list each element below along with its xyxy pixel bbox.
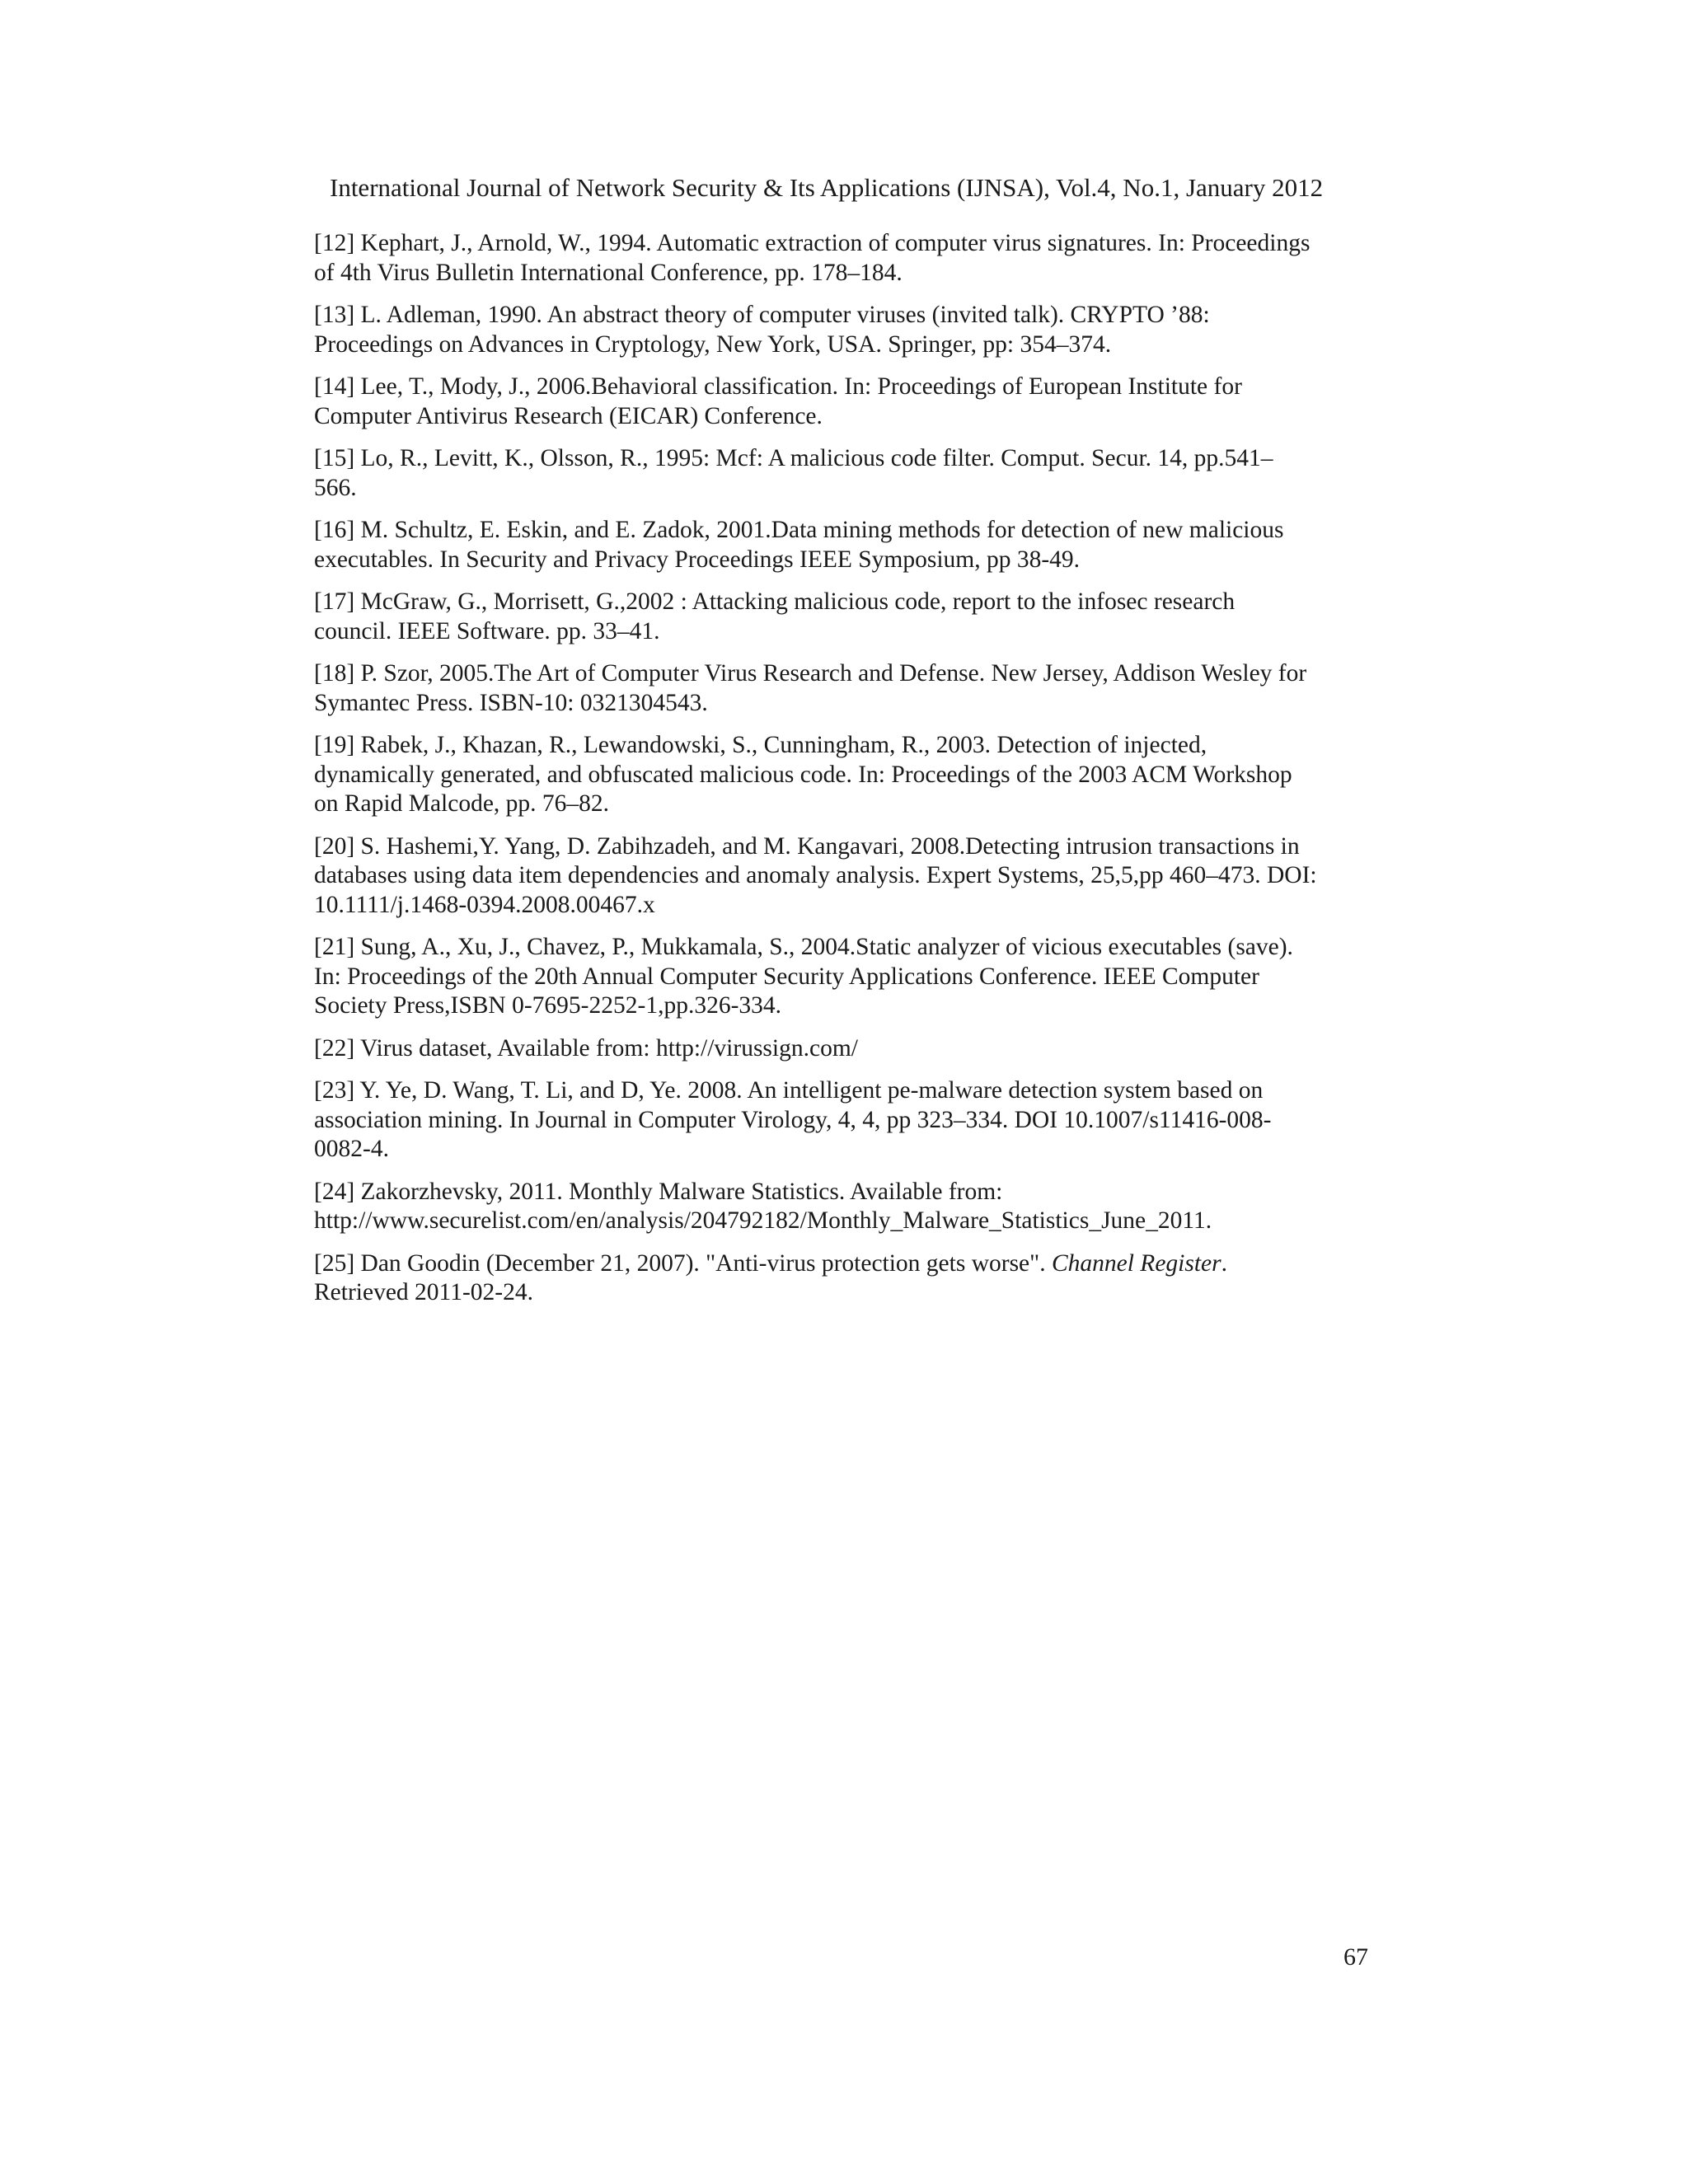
reference-14: [14] Lee, T., Mody, J., 2006.Behavioral classification. In: Proceedings of European Institute for Computer Antivirus Research (EICAR) Conference. bbox=[314, 373, 1242, 429]
reference-21: [21] Sung, A., Xu, J., Chavez, P., Mukkamala, S., 2004.Static analyzer of vicious executables (save). In: Proceedings of the 20th Annual Computer Security Applications Conference. IEEE Computer Society Press,ISBN 0-7695-2252-1,pp.326-334. bbox=[314, 934, 1293, 1019]
reference-12: [12] Kephart, J., Arnold, W., 1994. Automatic extraction of computer virus signatures. In: Proceedings of 4th Virus Bulletin International Conference, pp. 178–184. bbox=[314, 230, 1311, 286]
reference-24: [24] Zakorzhevsky, 2011. Monthly Malware Statistics. Available from: http://www.securelist.com/en/analysis/204792182/Monthly_Malware_Statistics_June_2011. bbox=[314, 1178, 1212, 1234]
reference-18: [18] P. Szor, 2005.The Art of Computer Virus Research and Defense. New Jersey, Addison Wesley for Symantec Press. ISBN-10: 0321304543. bbox=[314, 660, 1307, 716]
reference-16: [16] M. Schultz, E. Eskin, and E. Zadok, 2001.Data mining methods for detection of new malicious executables. In Security and Privacy Proceedings IEEE Symposium, pp 38-49. bbox=[314, 517, 1284, 573]
reference-22: [22] Virus dataset, Available from: http://virussign.com/ bbox=[314, 1034, 858, 1062]
reference-15: [15] Lo, R., Levitt, K., Olsson, R., 1995: Mcf: A malicious code filter. Comput. Secur. 14, pp.541– 566. bbox=[314, 445, 1273, 501]
reference-25-source-title: Channel Register bbox=[1051, 1249, 1221, 1277]
reference-23: [23] Y. Ye, D. Wang, T. Li, and D, Ye. 2008. An intelligent pe-malware detection system based on association mining. In Journal in Computer Virology, 4, 4, pp 323–334. DOI 10.1007/s11416-008- 0082-4. bbox=[314, 1077, 1272, 1162]
reference-13: [13] L. Adleman, 1990. An abstract theory of computer viruses (invited talk). CRYPTO ’88: Proceedings on Advances in Cryptology, New York, USA. Springer, pp: 354–374. bbox=[314, 302, 1210, 358]
page-number: 67 bbox=[1343, 1943, 1368, 1971]
reference-19: [19] Rabek, J., Khazan, R., Lewandowski, S., Cunningham, R., 2003. Detection of injected, dynamically generated, and obfuscated malicious code. In: Proceedings of the 2003 ACM Workshop on Rapid Malcode, pp. 76–82. bbox=[314, 732, 1292, 817]
reference-25 bbox=[314, 1249, 1386, 1308]
reference-25-retrieved: . Retrieved 2011-02-24. bbox=[314, 1249, 1227, 1305]
reference-20: [20] S. Hashemi,Y. Yang, D. Zabihzadeh, and M. Kangavari, 2008.Detecting intrusion transactions in databases using data item dependencies and anomaly analysis. Expert Systems, 25,5,pp 460–473. DOI: 10.1111/j.1468-0394.2008.00467.x bbox=[314, 832, 1317, 918]
running-header: International Journal of Network Security & Its Applications (IJNSA), Vol.4, No.1, January 2012 bbox=[330, 173, 1324, 202]
reference-17: [17] McGraw, G., Morrisett, G.,2002 : Attacking malicious code, report to the infosec research council. IEEE Software. pp. 33–41. bbox=[314, 588, 1236, 644]
reference-list bbox=[314, 229, 1386, 1321]
reference-25-text: [25] Dan Goodin (December 21, 2007). "Anti-virus protection gets worse". bbox=[314, 1249, 1052, 1277]
